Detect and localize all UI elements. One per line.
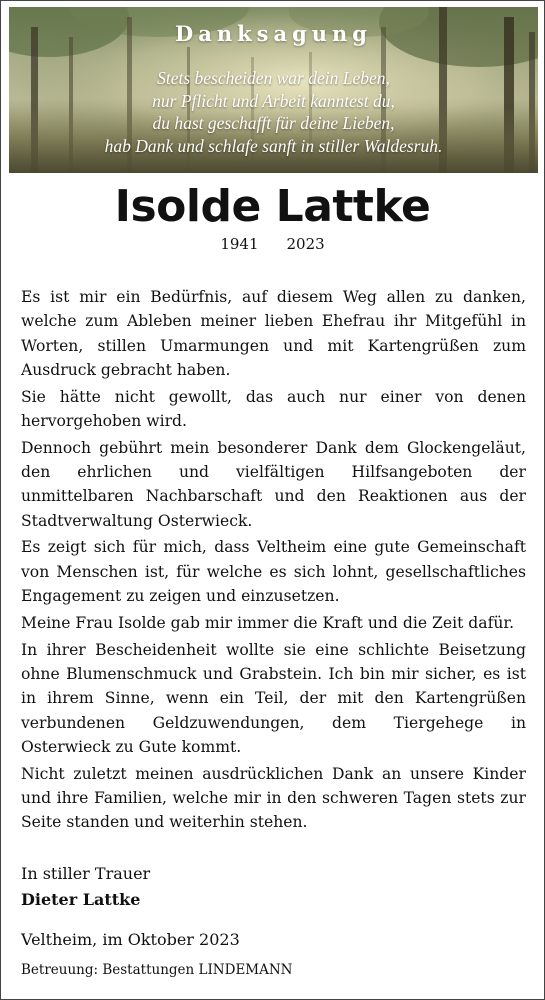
deceased-name: Isolde Lattke <box>114 181 431 232</box>
poem-line: nur Pflicht und Arbeit kanntest du, <box>152 90 395 111</box>
paragraph: Nicht zuletzt meinen ausdrücklichen Dank an unsere Kinder und ihre Familien, welche mir in den schweren Tagen stets zur Seite standen und weiterhin stehen. <box>21 764 526 832</box>
death-year: 2023 <box>286 235 325 253</box>
thanks-text <box>21 285 526 837</box>
signatory-name: Dieter Lattke <box>21 890 141 909</box>
mourning-line: In stiller Trauer <box>21 864 151 883</box>
paragraph: Es zeigt sich für mich, dass Veltheim eine gute Gemeinschaft von Menschen ist, für welche es sich lohnt, gesellschaftliches Engagement zu zeigen und einzusetzen. <box>21 538 526 606</box>
forest-banner <box>9 7 538 173</box>
poem-line: hab Dank und schlafe sanft in stiller Waldesruh. <box>104 135 443 156</box>
poem-line: Stets bescheiden war dein Leben, <box>157 68 390 88</box>
birth-year: 1941 <box>220 235 259 253</box>
paragraph: Es ist mir ein Bedürfnis, auf diesem Weg allen zu danken, welche zum Ableben meiner lieben Ehefrau ihr Mitgefühl in Worten, stillen Umarmungen und mit Kartengrüßen zum Ausdruck gebracht haben. <box>21 288 526 379</box>
poem <box>9 67 538 157</box>
paragraph: Meine Frau Isolde gab mir immer die Kraft und die Zeit dafür. <box>21 613 515 632</box>
place-date: Veltheim, im Oktober 2023 <box>21 930 240 949</box>
paragraph: Sie hätte nicht gewollt, das auch nur einer von denen hervorgehoben wird. <box>21 387 526 430</box>
banner-title: Danksagung <box>175 21 372 46</box>
poem-line: du hast geschafft für deine Lieben, <box>152 113 395 133</box>
life-years <box>1 235 544 253</box>
paragraph: In ihrer Bescheidenheit wollte sie eine schlichte Beisetzung ohne Blumenschmuck und Grabstein. Ich bin mir sicher, es ist in ihrem Sinne, wenn ein Teil, der mit den Kartengrüßen verbundenen Geldzuwendungen, dem Tiergehege in Osterwieck zu Gute kommt. <box>21 640 526 756</box>
undertaker-credit: Betreuung: Bestattungen LINDEMANN <box>21 962 293 978</box>
paragraph: Dennoch gebührt mein besonderer Dank dem Glockengeläut, den ehrlichen und vielfältigen Hilfsangeboten der unmittelbaren Nachbarschaft und den Reaktionen aus der Stadtverwaltung Osterwieck. <box>21 438 526 530</box>
